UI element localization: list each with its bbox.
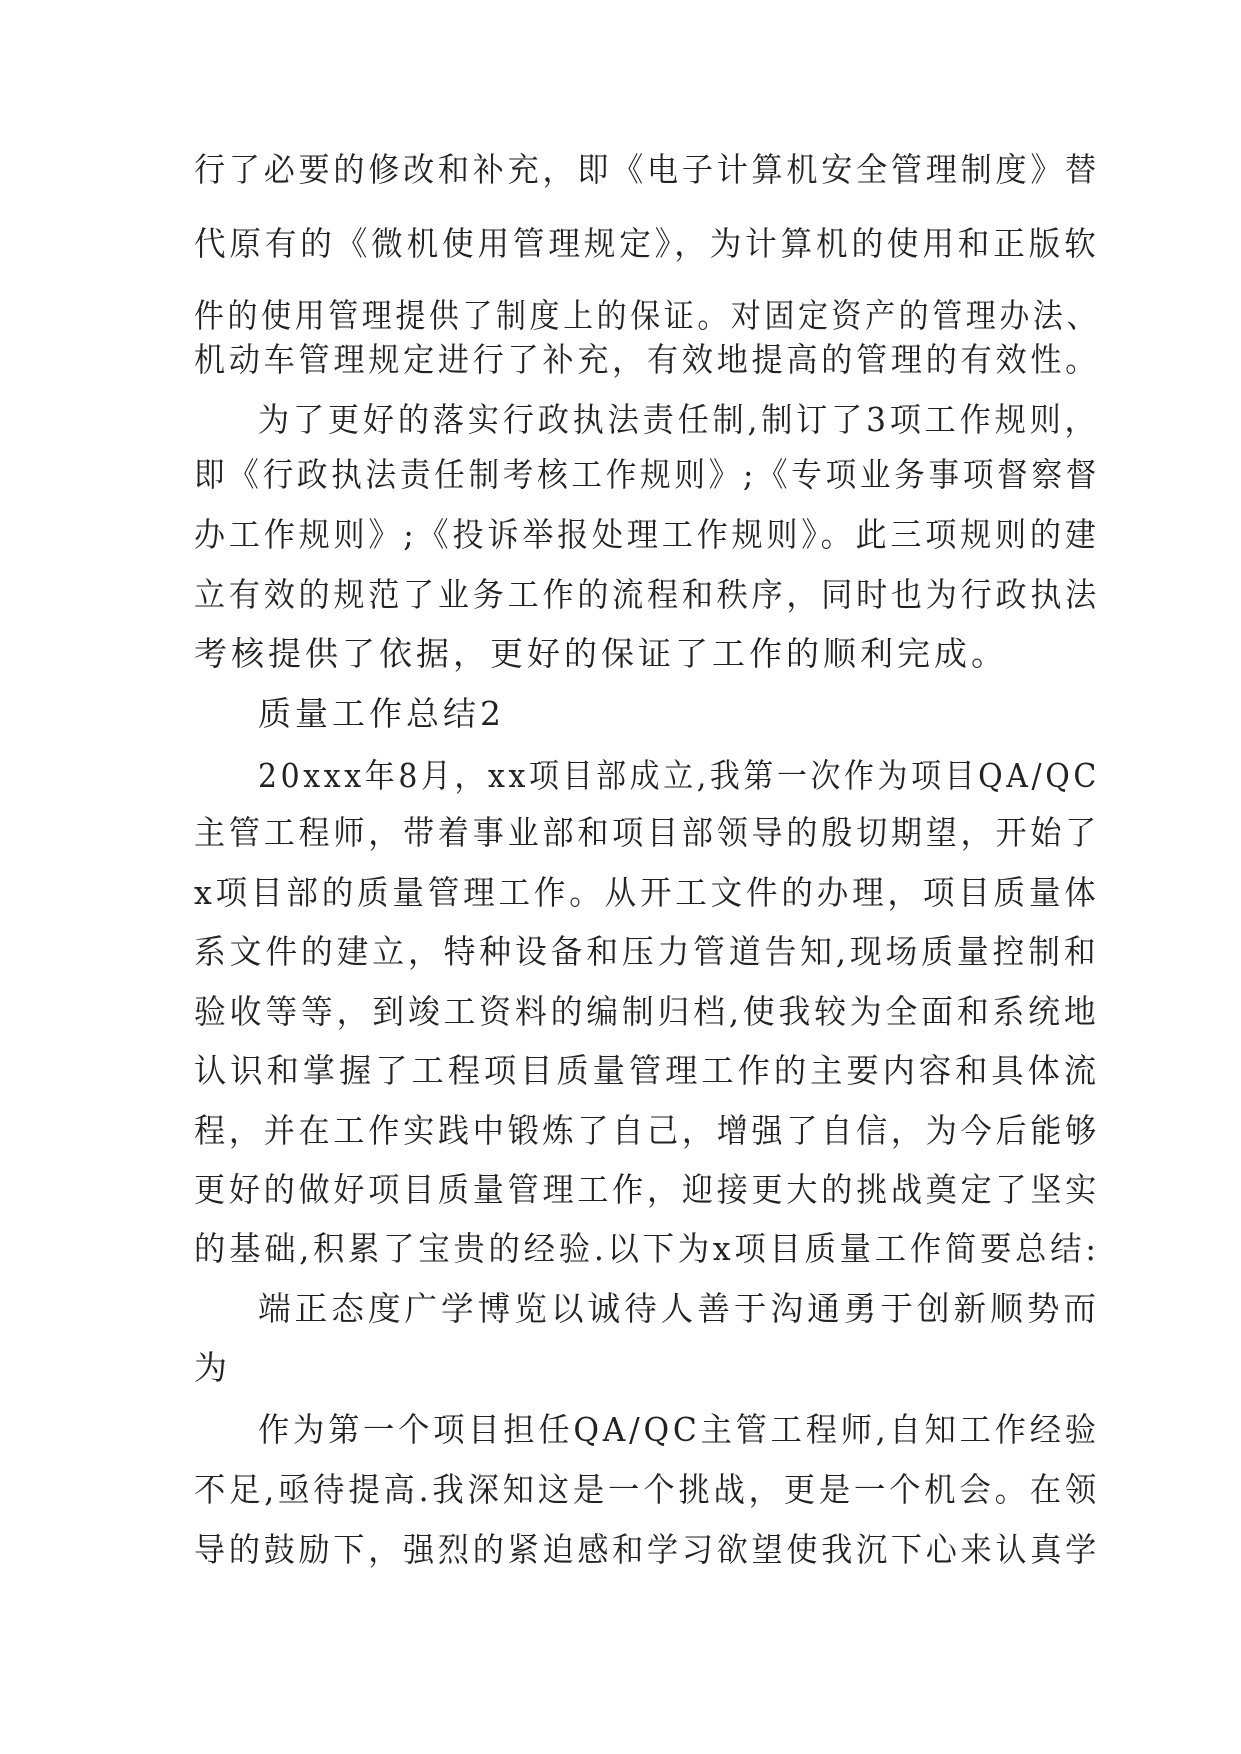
text-line: 代原有的《微机使用管理规定》，为计算机的使用和正版软 [194,224,1100,263]
text-line: 系文件的建立，特种设备和压力管道告知,现场质量控制和 [194,932,1100,971]
text-line: 考核提供了依据，更好的保证了工作的顺利完成。 [194,634,1008,673]
text-line: 为 [194,1348,231,1387]
text-line: 认识和掌握了工程项目质量管理工作的主要内容和具体流 [194,1051,1101,1090]
text-line: 行了必要的修改和补充，即《电子计算机安全管理制度》替 [194,150,1101,189]
text-line: 即《行政执法责任制考核工作规则》;《专项业务事项督察督 [194,455,1101,494]
text-line: x项目部的质量管理工作。从开工文件的办理，项目质量体 [194,873,1100,912]
section-heading: 质量工作总结2 [258,694,505,733]
text-line: 验收等等，到竣工资料的编制归档,使我较为全面和系统地 [194,992,1100,1031]
text-line: 作为第一个项目担任QA/QC主管工程师,自知工作经验 [258,1410,1100,1449]
text-line: 的基础,积累了宝贵的经验.以下为x项目质量工作简要总结: [194,1229,1100,1268]
text-line: 立有效的规范了业务工作的流程和秩序，同时也为行政执法 [194,575,1101,614]
text-line: 机动车管理规定进行了补充，有效地提高的管理的有效性。 [194,340,1101,379]
text-line: 件的使用管理提供了制度上的保证。对固定资产的管理办法、 [194,296,1100,335]
text-line: 端正态度广学博览以诚待人善于沟通勇于创新顺势而 [258,1289,1100,1328]
text-line: 主管工程师，带着事业部和项目部领导的殷切期望，开始了 [194,813,1101,852]
text-line: 程，并在工作实践中锻炼了自己，增强了自信，为今后能够 [194,1111,1101,1150]
text-line: 为了更好的落实行政执法责任制,制订了3项工作规则， [258,400,1100,439]
text-line: 更好的做好项目质量管理工作，迎接更大的挑战奠定了坚实 [194,1170,1101,1209]
text-line: 导的鼓励下，强烈的紧迫感和学习欲望使我沉下心来认真学 [194,1530,1101,1569]
text-line: 不足,亟待提高.我深知这是一个挑战，更是一个机会。在领 [194,1470,1100,1509]
text-line: 20xxx年8月，xx项目部成立,我第一次作为项目QA/QC [258,756,1100,795]
text-line: 办工作规则》;《投诉举报处理工作规则》。此三项规则的建 [194,515,1100,554]
